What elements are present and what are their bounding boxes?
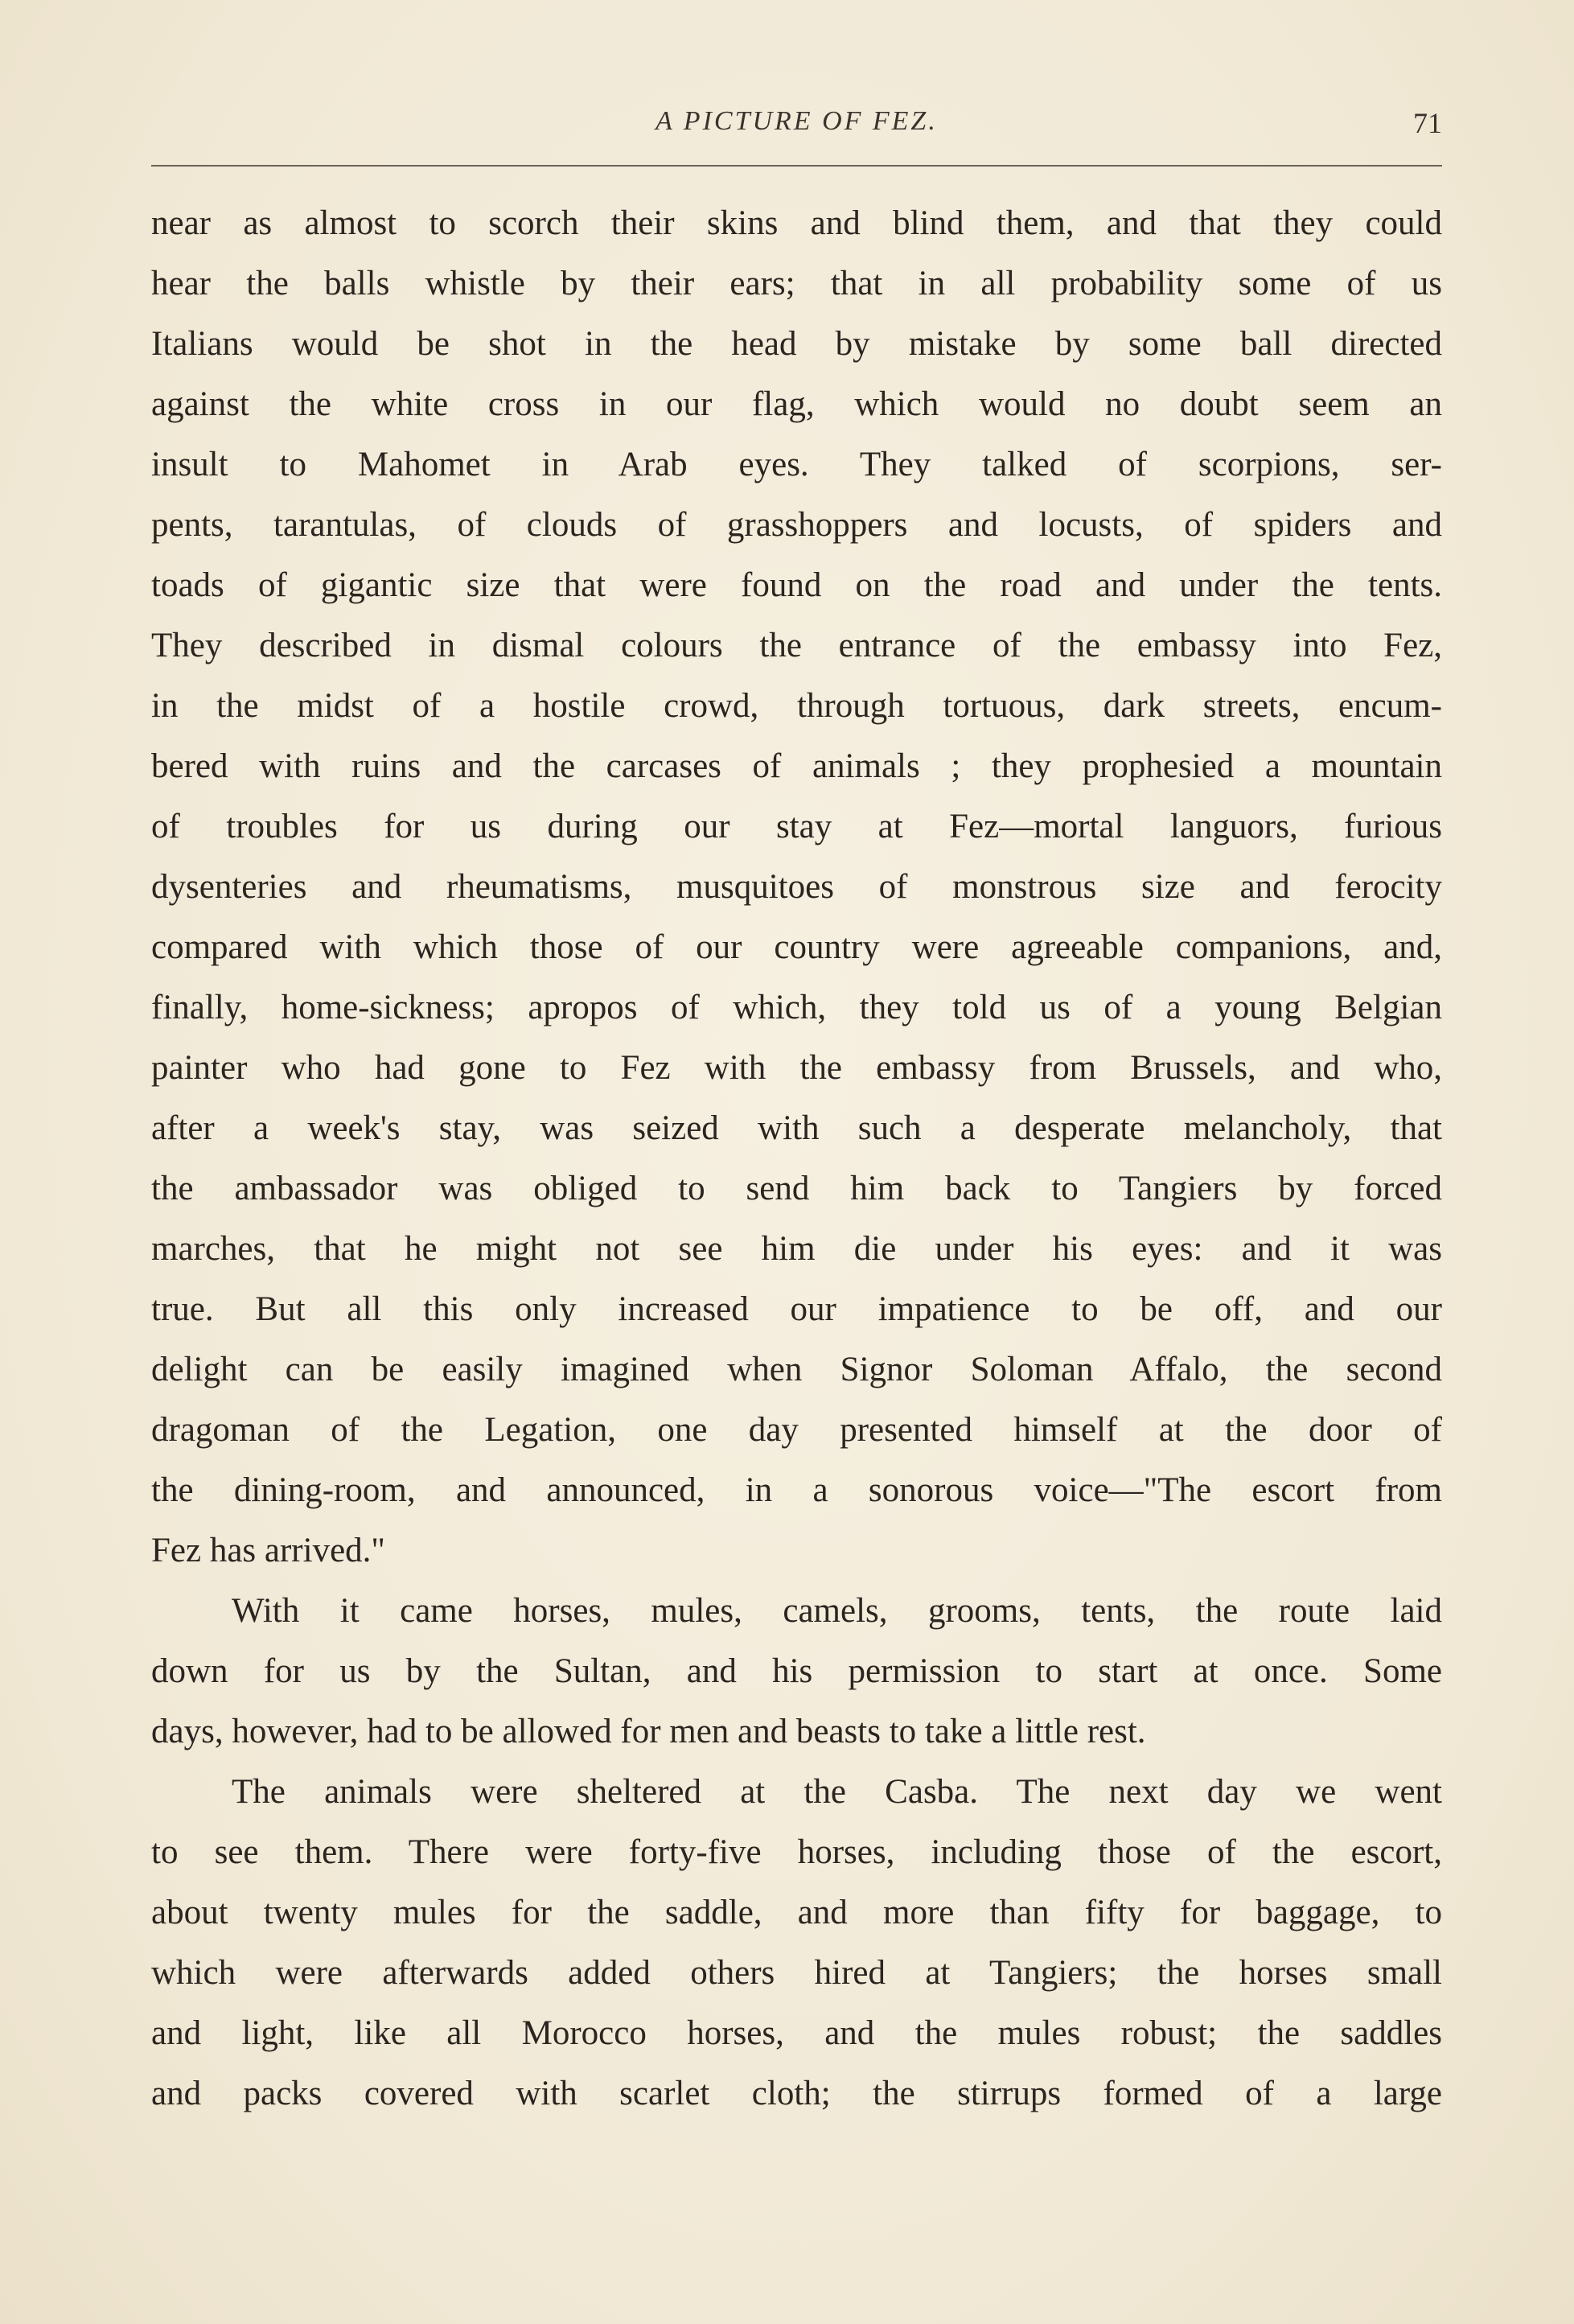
text-line: Italians would be shot in the head by mistake by some ball directed	[151, 325, 1442, 363]
text-line: painter who had gone to Fez with the embassy from Brussels, and who,	[151, 1049, 1442, 1087]
text-line: and light, like all Morocco horses, and the mules robust; the saddles	[151, 2014, 1442, 2052]
text-line: dysenteries and rheumatisms, musquitoes of monstrous size and ferocity	[151, 868, 1442, 906]
text-line: down for us by the Sultan, and his permission to start at once. Some	[151, 1652, 1442, 1690]
text-line: pents, tarantulas, of clouds of grasshoppers and locusts, of spiders and	[151, 506, 1442, 544]
text-line: about twenty mules for the saddle, and more than fifty for baggage, to	[151, 1894, 1442, 1931]
text-line: true. But all this only increased our impatience to be off, and our	[151, 1290, 1442, 1328]
text-line: bered with ruins and the carcases of animals ; they prophesied a mountain	[151, 747, 1442, 785]
text-line: against the white cross in our flag, which would no doubt seem an	[151, 385, 1442, 423]
text-line: hear the balls whistle by their ears; that in all probability some of us	[151, 265, 1442, 302]
text-line: insult to Mahomet in Arab eyes. They talked of scorpions, ser-	[151, 446, 1442, 483]
text-line: near as almost to scorch their skins and blind them, and that they could	[151, 204, 1442, 242]
text-line: marches, that he might not see him die under his eyes: and it was	[151, 1230, 1442, 1268]
running-head	[151, 106, 1442, 154]
text-line: finally, home-sickness; apropos of which, they told us of a young Belgian	[151, 989, 1442, 1026]
running-title: A PICTURE OF FEZ.	[655, 106, 938, 136]
text-line: of troubles for us during our stay at Fez—mortal languors, furious	[151, 808, 1442, 845]
paragraph-end-line: Fez has arrived."	[151, 1532, 385, 1569]
text-line: delight can be easily imagined when Signor Soloman Affalo, the second	[151, 1351, 1442, 1388]
paragraph-end-line: days, however, had to be allowed for men and beasts to take a little rest.	[151, 1713, 1146, 1750]
header-rule	[151, 165, 1442, 167]
text-line: dragoman of the Legation, one day presented himself at the door of	[151, 1411, 1442, 1449]
paragraph-start-line: With it came horses, mules, camels, grooms, tents, the route laid	[232, 1592, 1442, 1630]
text-line: to see them. There were forty-five horses, including those of the escort,	[151, 1833, 1442, 1871]
text-line: compared with which those of our country were agreeable companions, and,	[151, 928, 1442, 966]
text-line: the dining-room, and announced, in a sonorous voice—"The escort from	[151, 1471, 1442, 1509]
text-line: which were afterwards added others hired at Tangiers; the horses small	[151, 1954, 1442, 1992]
text-line: They described in dismal colours the entrance of the embassy into Fez,	[151, 627, 1442, 664]
body-text	[151, 193, 1442, 2124]
text-line: toads of gigantic size that were found on the road and under the tents.	[151, 566, 1442, 604]
text-line: and packs covered with scarlet cloth; the stirrups formed of a large	[151, 2075, 1442, 2112]
text-line: the ambassador was obliged to send him back to Tangiers by forced	[151, 1170, 1442, 1207]
text-line: in the midst of a hostile crowd, through tortuous, dark streets, encum-	[151, 687, 1442, 725]
text-line: after a week's stay, was seized with such a desperate melancholy, that	[151, 1109, 1442, 1147]
paragraph-start-line: The animals were sheltered at the Casba. The next day we went	[232, 1773, 1442, 1811]
page-number: 71	[1413, 107, 1442, 139]
